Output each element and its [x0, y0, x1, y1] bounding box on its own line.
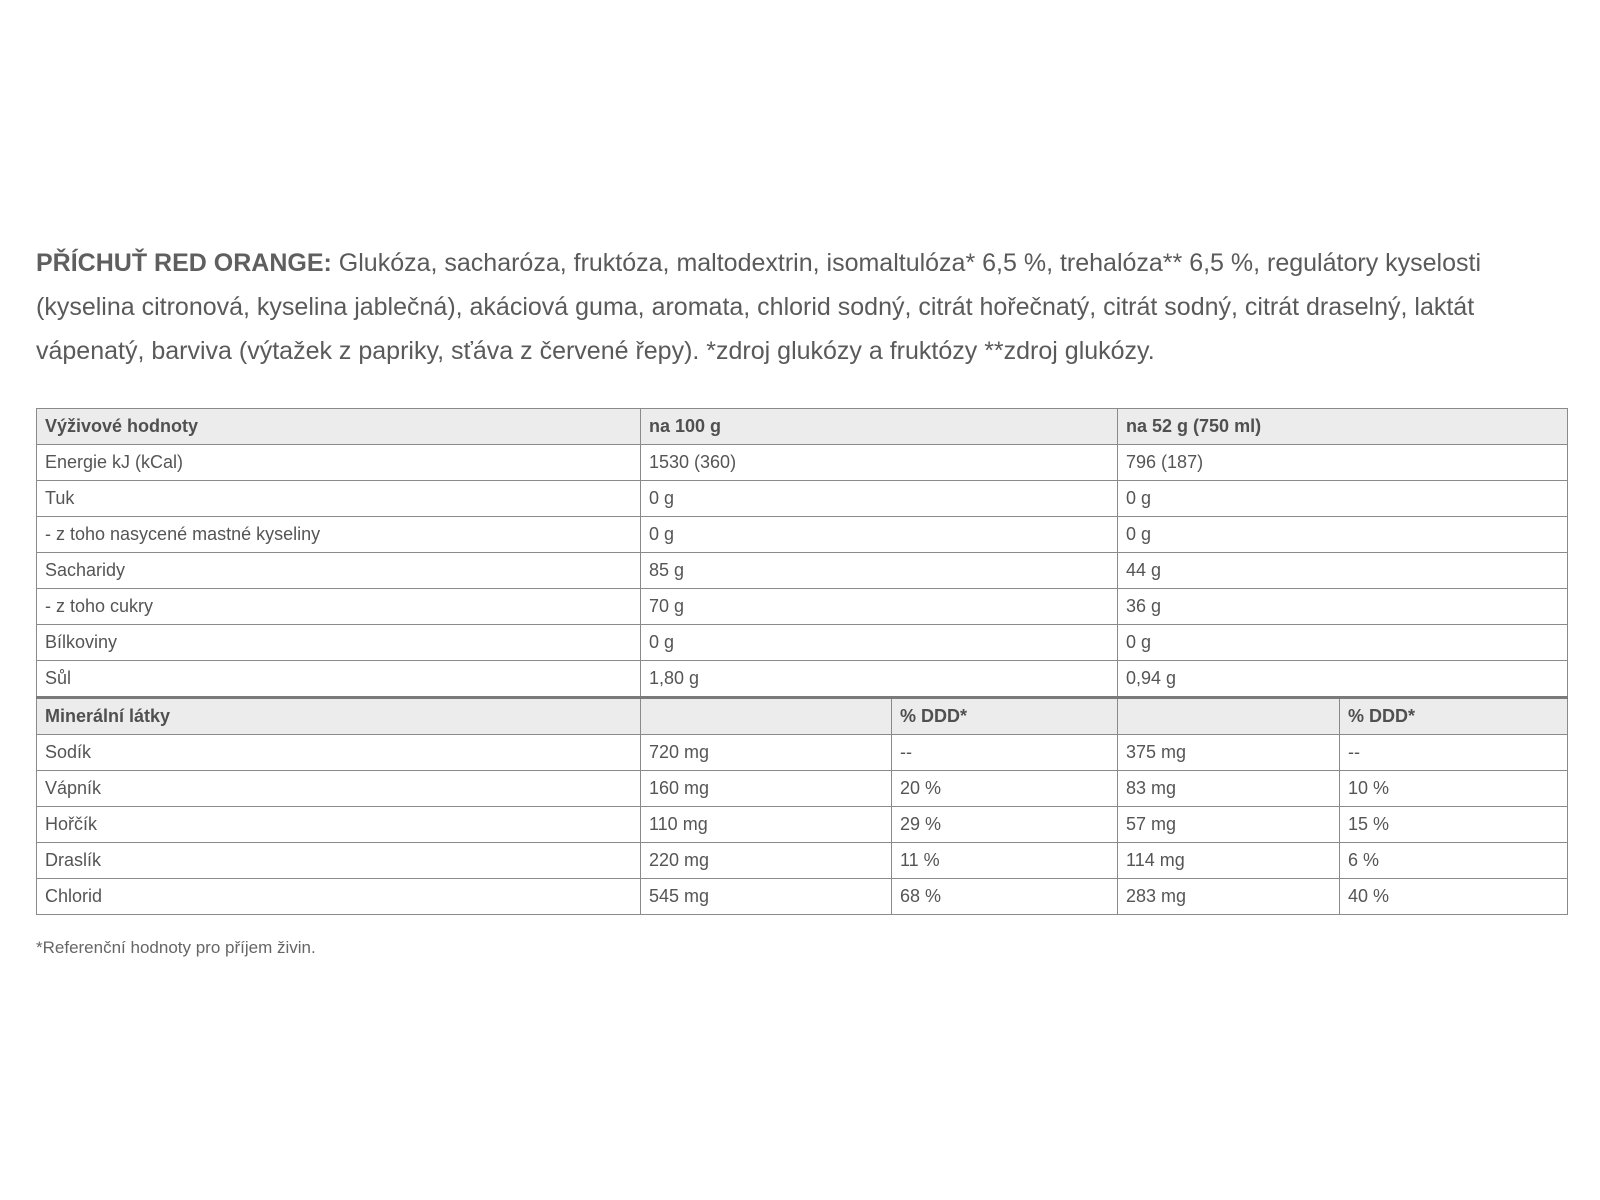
- value-per-100g: 160 mg: [641, 771, 892, 807]
- value-per-100g: 0 g: [641, 625, 1118, 661]
- value-per-52g: 283 mg: [1118, 879, 1340, 915]
- value-per-100g: 545 mg: [641, 879, 892, 915]
- mineral-name: Hořčík: [37, 807, 641, 843]
- table-row: [37, 771, 1568, 807]
- nutrition-header-row: [37, 409, 1568, 445]
- ddd-per-52g: 40 %: [1340, 879, 1568, 915]
- ddd-per-52g: 15 %: [1340, 807, 1568, 843]
- nutrient-name: - z toho cukry: [37, 589, 641, 625]
- value-per-52g: 44 g: [1118, 553, 1568, 589]
- ddd-per-100g: --: [892, 735, 1118, 771]
- ddd-per-100g: 68 %: [892, 879, 1118, 915]
- table-row: [37, 661, 1568, 698]
- value-per-100g: 110 mg: [641, 807, 892, 843]
- table-row: [37, 589, 1568, 625]
- value-per-52g: 57 mg: [1118, 807, 1340, 843]
- mineral-name: Draslík: [37, 843, 641, 879]
- reference-footnote: *Referenční hodnoty pro příjem živin.: [36, 938, 316, 957]
- ingredients-text: Glukóza, sacharóza, fruktóza, maltodextrin, isomaltulóza* 6,5 %, trehalóza** 6,5 %, regulátory kyselosti (kyselina citronová, kyselina jablečná), akáciová guma, aromata, chlorid sodný, citrát hořečnatý, citrát sodný, citrát draselný, laktát vápenatý, barviva (výtažek z papriky, sťáva z červené řepy). *zdroj glukózy a fruktózy **zdroj glukózy.: [36, 249, 1482, 365]
- ddd-per-52g: --: [1340, 735, 1568, 771]
- flavor-heading: PŘÍCHUŤ RED ORANGE:: [36, 249, 332, 277]
- value-per-100g: 220 mg: [641, 843, 892, 879]
- header-cell: Výživové hodnoty: [37, 409, 641, 445]
- header-cell: Minerální látky: [37, 698, 641, 735]
- value-per-52g: 36 g: [1118, 589, 1568, 625]
- table-row: [37, 807, 1568, 843]
- value-per-100g: 85 g: [641, 553, 1118, 589]
- nutrient-name: Bílkoviny: [37, 625, 641, 661]
- table-row: [37, 879, 1568, 915]
- nutrient-name: - z toho nasycené mastné kyseliny: [37, 517, 641, 553]
- value-per-100g: 0 g: [641, 481, 1118, 517]
- nutrient-name: Sacharidy: [37, 553, 641, 589]
- minerals-header-row: [37, 698, 1568, 735]
- value-per-100g: 1530 (360): [641, 445, 1118, 481]
- nutrient-name: Energie kJ (kCal): [37, 445, 641, 481]
- value-per-100g: 1,80 g: [641, 661, 1118, 698]
- nutrient-name: Sůl: [37, 661, 641, 698]
- value-per-52g: 0 g: [1118, 517, 1568, 553]
- value-per-100g: 720 mg: [641, 735, 892, 771]
- ddd-per-100g: 29 %: [892, 807, 1118, 843]
- ingredients-paragraph: [36, 241, 1571, 373]
- value-per-52g: 114 mg: [1118, 843, 1340, 879]
- ddd-per-52g: 10 %: [1340, 771, 1568, 807]
- header-cell: na 100 g: [641, 409, 1118, 445]
- value-per-52g: 796 (187): [1118, 445, 1568, 481]
- mineral-name: Vápník: [37, 771, 641, 807]
- value-per-52g: 0 g: [1118, 481, 1568, 517]
- table-row: [37, 445, 1568, 481]
- table-row: [37, 843, 1568, 879]
- table-row: [37, 735, 1568, 771]
- value-per-100g: 70 g: [641, 589, 1118, 625]
- mineral-name: Chlorid: [37, 879, 641, 915]
- ddd-per-100g: 11 %: [892, 843, 1118, 879]
- nutrition-table: [36, 408, 1568, 915]
- header-cell: % DDD*: [1340, 698, 1568, 735]
- value-per-100g: 0 g: [641, 517, 1118, 553]
- value-per-52g: 83 mg: [1118, 771, 1340, 807]
- header-cell: [641, 698, 892, 735]
- nutrient-name: Tuk: [37, 481, 641, 517]
- value-per-52g: 375 mg: [1118, 735, 1340, 771]
- table-row: [37, 481, 1568, 517]
- header-cell: [1118, 698, 1340, 735]
- table-row: [37, 625, 1568, 661]
- mineral-name: Sodík: [37, 735, 641, 771]
- table-row: [37, 553, 1568, 589]
- header-cell: % DDD*: [892, 698, 1118, 735]
- value-per-52g: 0 g: [1118, 625, 1568, 661]
- ddd-per-52g: 6 %: [1340, 843, 1568, 879]
- ddd-per-100g: 20 %: [892, 771, 1118, 807]
- header-cell: na 52 g (750 ml): [1118, 409, 1568, 445]
- table-row: [37, 517, 1568, 553]
- value-per-52g: 0,94 g: [1118, 661, 1568, 698]
